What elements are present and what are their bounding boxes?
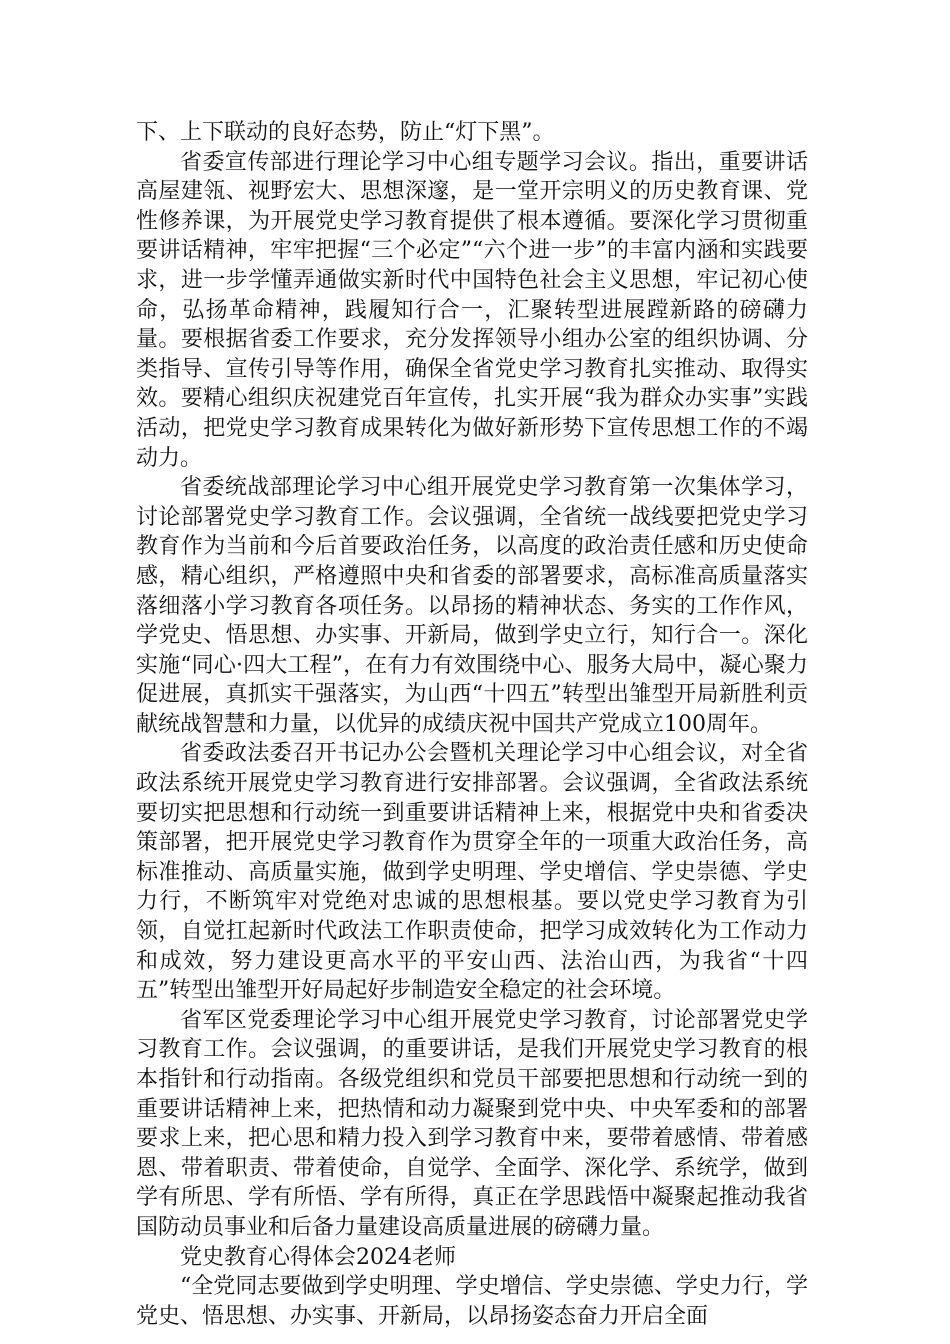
paragraph-political-legal-committee: 省委政法委召开书记办公会暨机关理论学习中心组会议，对全省政法系统开展党史学习教育进行安排部署。会议强调，全省政法系统要切实把思想和行动统一到重要讲话精神上来，根据党中央和省委决策部署，把开展党史学习教育作为贯穿全年的一项重大政治任务，高标准推动、高质量实施，做到学史明理、学史增信、学史崇德、学史力行，不断筑牢对党绝对忠诚的思想根基。要以党史学习教育为引领，自觉扛起新时代政法工作职责使命，把学习成效转化为工作动力和成效，努力建设更高水平的平安山西、法治山西，为我省“十四五”转型出雏型开好局起好步制造安全稳定的社会环境。 (136, 741, 808, 1004)
paragraph-united-front-dept: 省委统战部理论学习中心组开展党史学习教育第一次集体学习，讨论部署党史学习教育工作。会议强调，全省统一战线要把党史学习教育作为当前和今后首要政治任务，以高度的政治责任感和历史使命感，精心组织，严格遵照中央和省委的部署要求，高标准高质量落实落细落小学习教育各项任务。以昂扬的精神状态、务实的工作作风，学党史、悟思想、办实事、开新局，做到学史立行，知行合一。深化实施“同心·四大工程”，在有力有效围绕中心、服务大局中，凝心聚力促进展，真抓实干强落实，为山西“十四五”转型出雏型开局新胜利贡献统战智慧和力量，以优异的成绩庆祝中国共产党成立100周年。 (136, 475, 808, 737)
paragraph-continuation: 下、上下联动的良好态势，防止“灯下黑”。 (136, 120, 555, 145)
paragraph-propaganda-dept: 省委宣传部进行理论学习中心组专题学习会议。指出，重要讲话高屋建瓴、视野宏大、思想深邃，是一堂开宗明义的历史教育课、党性修养课，为开展党史学习教育提供了根本遵循。要深化学习贯彻重要讲话精神，牢牢把握“三个必定”“六个进一步”的丰富内涵和实践要求，进一步学懂弄通做实新时代中国特色社会主义思想，牢记初心使命，弘扬革命精神，践履知行合一，汇聚转型进展蹚新路的磅礴力量。要根据省委工作要求，充分发挥领导小组办公室的组织协调、分类指导、宣传引导等作用，确保全省党史学习教育扎实推动、取得实效。要精心组织庆祝建党百年宣传，扎实开展“我为群众办实事”实践活动，把党史学习教育成果转化为做好新形势下宣传思想工作的不竭动力。 (136, 149, 808, 471)
paragraph-military-district: 省军区党委理论学习中心组开展党史学习教育，讨论部署党史学习教育工作。会议强调，的重要讲话，是我们开展党史学习教育的根本指针和行动指南。各级党组织和党员干部要把思想和行动统一到的重要讲话精神上来，把热情和动力凝聚到党中央、中央军委和的部署要求上来，把心思和精力投入到学习教育中来，要带着感情、带着感恩、带着职责、带着使命，自觉学、全面学、深化学、系统学，做到学有所思、学有所悟、学有所得，真正在学思践悟中凝聚起推动我省国防动员事业和后备力量建设高质量进展的磅礴力量。 (136, 1007, 808, 1240)
paragraph-quote: “全党同志要做到学史明理、学史增信、学史崇德、学史力行，学党史、悟思想、办实事、开新局，以昂扬姿态奋力开启全面 (136, 1274, 808, 1329)
document-page (136, 118, 808, 1331)
section-heading: 党史教育心得体会2024老师 (180, 1244, 456, 1270)
